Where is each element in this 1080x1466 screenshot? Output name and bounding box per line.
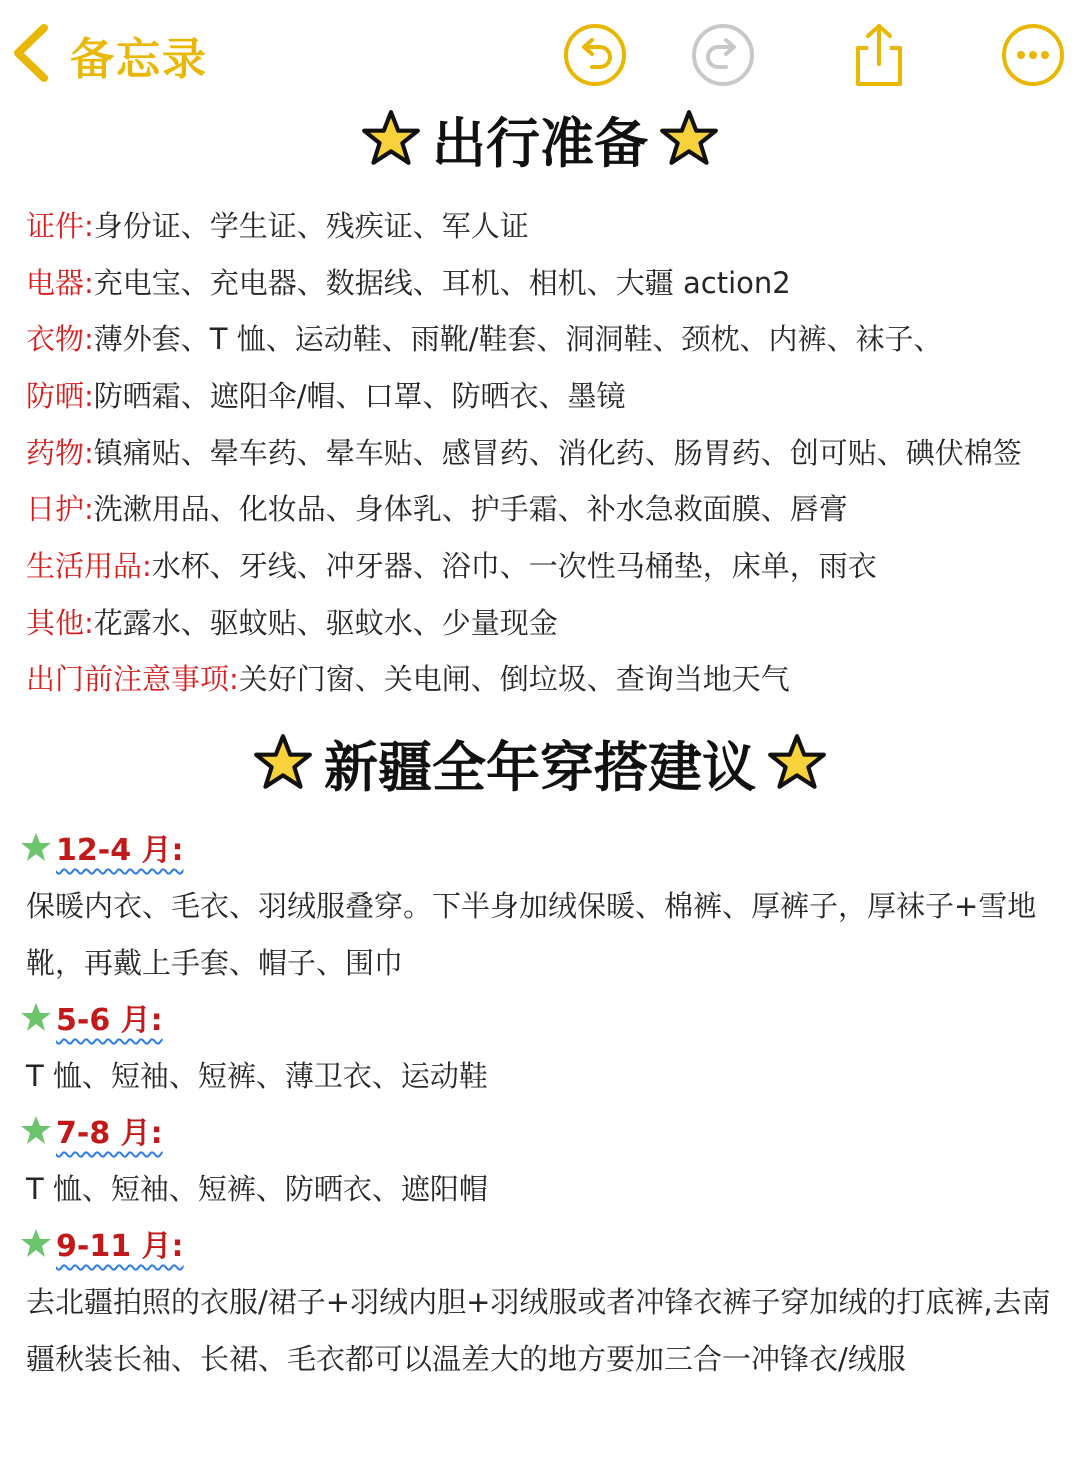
item-text: 薄外套、T 恤、运动鞋、雨靴/鞋套、洞洞鞋、颈枕、内裤、袜子、 [93, 322, 943, 357]
share-button[interactable] [846, 22, 912, 88]
green-star-icon [20, 1227, 52, 1259]
item-label: 药物: [26, 435, 94, 470]
item-label: 其他: [26, 605, 94, 640]
season-text: T 恤、短袖、短裤、防晒衣、遮阳帽 [26, 1172, 488, 1206]
season-title: 9-11 月: [56, 1229, 184, 1264]
list-item [26, 423, 1066, 480]
season-title: 7-8 月: [56, 1116, 163, 1151]
green-star-icon [20, 831, 52, 863]
season-text: T 恤、短袖、短裤、薄卫衣、运动鞋 [26, 1059, 488, 1093]
list-item [26, 309, 1066, 366]
item-text: 防晒霜、遮阳伞/帽、口罩、防晒衣、墨镜 [93, 378, 626, 413]
item-text: 关好门窗、关电闸、倒垃圾、查询当地天气 [238, 662, 790, 697]
list-item [26, 479, 1066, 536]
item-label: 衣物: [26, 322, 94, 357]
redo-icon [690, 73, 756, 92]
page-title: 出行准备 [432, 111, 648, 175]
back-label: 备忘录 [70, 34, 208, 85]
season-title: 12-4 月: [56, 833, 184, 868]
item-text: 水杯、牙线、冲牙器、浴巾、一次性马桶垫，床单，雨衣 [151, 548, 877, 583]
list-item [26, 593, 1066, 650]
item-text: 洗漱用品、化妆品、身体乳、护手霜、补水急救面膜、唇膏 [93, 492, 848, 527]
season-text: 去北疆拍照的衣服/裙子+羽绒内胆+羽绒服或者冲锋衣裤子穿加绒的打底裤,去南疆秋装长袖、长裙、毛衣都可以温差大的地方要加三合一冲锋衣/绒服 [26, 1285, 1051, 1376]
season-block [20, 822, 1070, 992]
item-text: 镇痛贴、晕车药、晕车贴、感冒药、消化药、肠胃药、创可贴、碘伏棉签 [93, 435, 1022, 470]
redo-button[interactable] [690, 22, 756, 88]
list-item [26, 366, 1066, 423]
more-button[interactable] [1000, 22, 1066, 88]
season-block [20, 1105, 1070, 1218]
season-header [20, 992, 1070, 1042]
item-text: 身份证、学生证、残疾证、军人证 [93, 208, 529, 243]
item-label: 防晒: [26, 378, 94, 413]
share-icon [846, 73, 912, 92]
packing-list [26, 196, 1066, 706]
item-label: 电器: [26, 265, 94, 300]
star-icon [658, 108, 720, 170]
list-item [26, 253, 1066, 310]
chevron-left-icon [8, 22, 56, 88]
list-item [26, 536, 1066, 593]
nav-bar [0, 0, 1080, 110]
star-icon [766, 732, 828, 794]
more-icon [1000, 73, 1066, 92]
season-title: 5-6 月: [56, 1003, 163, 1038]
list-item [26, 650, 1066, 707]
item-label: 证件: [26, 208, 94, 243]
star-icon [360, 108, 422, 170]
season-header [20, 822, 1070, 872]
season-block [20, 992, 1070, 1105]
item-text: 充电宝、充电器、数据线、耳机、相机、大疆 action2 [93, 265, 791, 300]
star-icon [252, 732, 314, 794]
season-header [20, 1105, 1070, 1155]
list-item [26, 196, 1066, 253]
item-label: 出门前注意事项: [26, 662, 239, 697]
section-title: 新疆全年穿搭建议 [324, 735, 756, 799]
season-text: 保暖内衣、毛衣、羽绒服叠穿。下半身加绒保暖、棉裤、厚裤子，厚袜子+雪地靴，再戴上手套、帽子、围巾 [26, 889, 1037, 980]
section-heading-travel [0, 104, 1080, 174]
back-button[interactable] [8, 20, 208, 90]
item-label: 日护: [26, 492, 94, 527]
green-star-icon [20, 1114, 52, 1146]
undo-icon [562, 73, 628, 92]
undo-button[interactable] [562, 22, 628, 88]
item-text: 花露水、驱蚊贴、驱蚊水、少量现金 [93, 605, 558, 640]
season-block [20, 1218, 1070, 1388]
season-header [20, 1218, 1070, 1268]
section-heading-outfits [0, 728, 1080, 798]
item-label: 生活用品: [26, 548, 152, 583]
green-star-icon [20, 1001, 52, 1033]
